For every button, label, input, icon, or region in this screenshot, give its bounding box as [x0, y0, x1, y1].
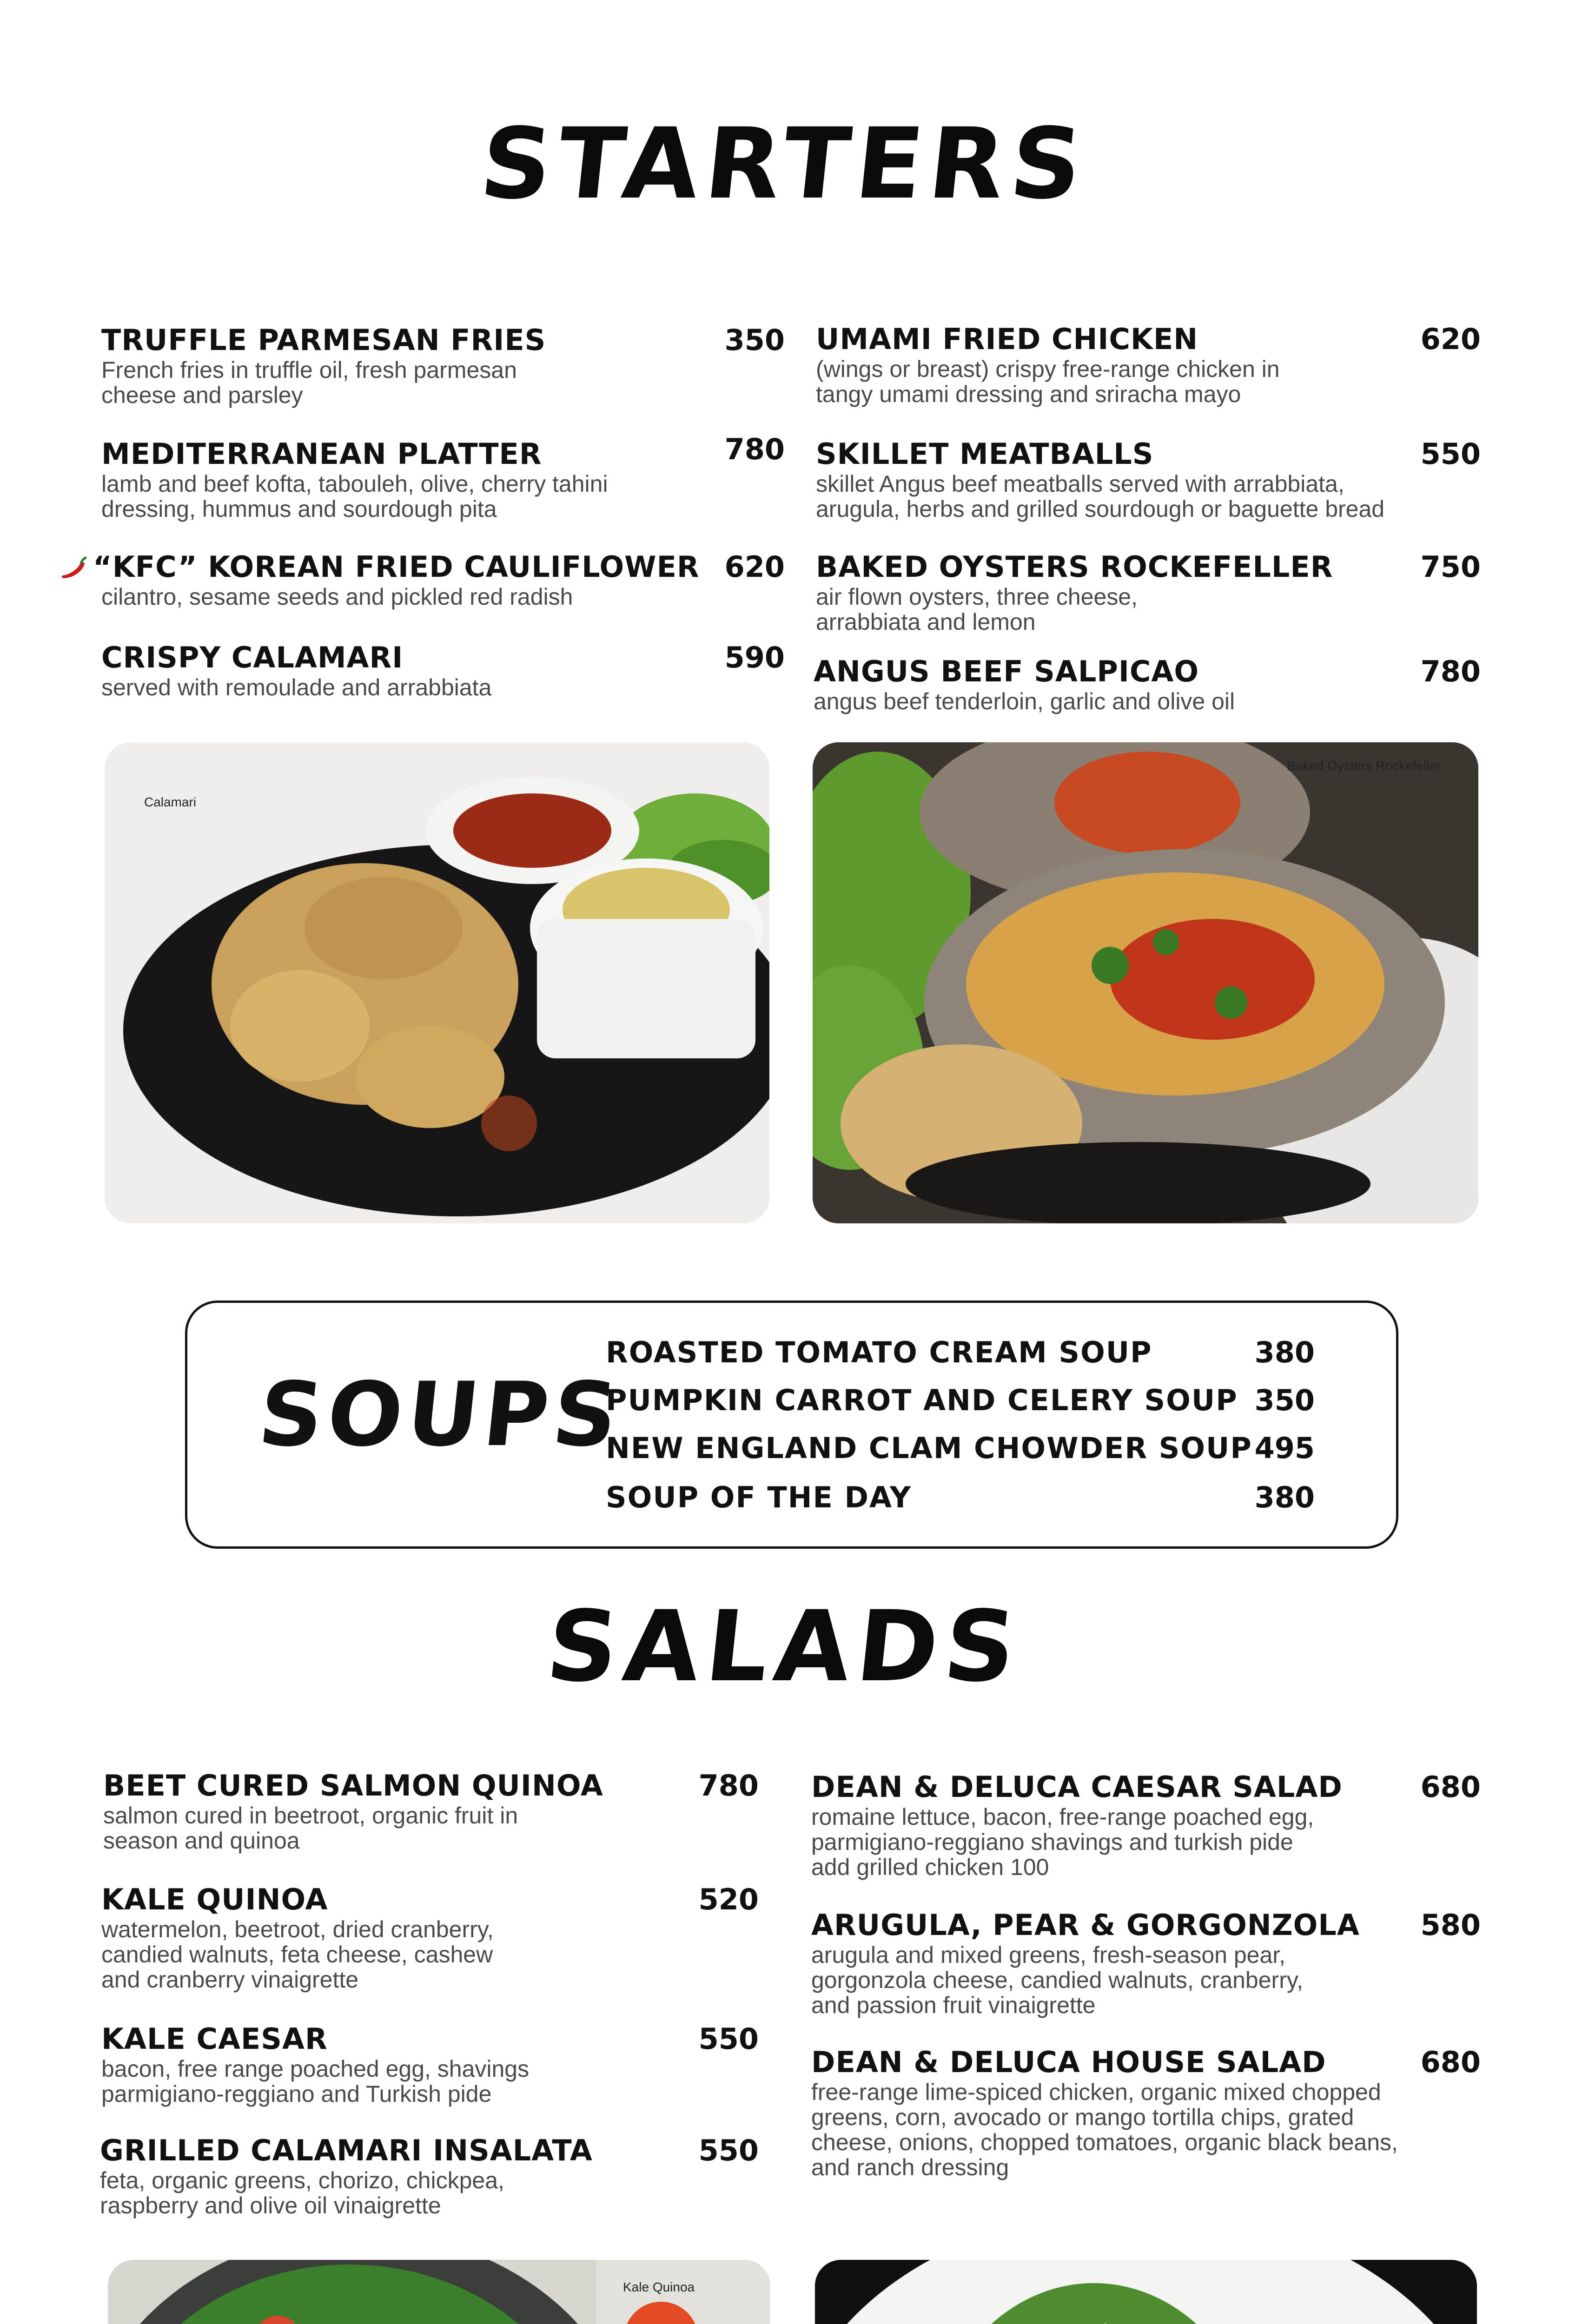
soup-item	[187, 1480, 1396, 1518]
photo-caption: Kale Quinoa	[623, 2280, 695, 2294]
calamari-photo	[105, 742, 769, 1223]
menu-item	[100, 2133, 759, 2218]
calamari-illustration	[105, 742, 769, 1223]
item-name: MEDITERRANEAN PLATTER	[101, 437, 542, 471]
item-description: watermelon, beetroot, dried cranberry, candied walnuts, feta cheese, cashew and cranberry vinaigrette	[101, 1916, 494, 1993]
house-salad-illustration	[815, 2260, 1477, 2324]
salads-heading: SALADS	[541, 1590, 1028, 1703]
item-price: 680	[1420, 2045, 1481, 2079]
item-name: KALE CAESAR	[101, 2022, 328, 2056]
item-name: BEET CURED SALMON QUINOA	[103, 1769, 603, 1802]
item-name: TRUFFLE PARMESAN FRIES	[101, 323, 546, 357]
menu-item	[816, 550, 1481, 634]
item-name: DEAN & DELUCA HOUSE SALAD	[811, 2045, 1326, 2079]
menu-item	[816, 322, 1481, 407]
menu-item	[101, 432, 785, 522]
soup-item	[187, 1431, 1396, 1468]
item-description: feta, organic greens, chorizo, chickpea, raspberry and olive oil vinaigrette	[100, 2167, 504, 2218]
item-price: 550	[698, 2133, 759, 2167]
soup-name: NEW ENGLAND CLAM CHOWDER SOUP	[606, 1431, 1252, 1465]
house-salad-photo	[815, 2260, 1477, 2324]
item-price: 520	[698, 1882, 759, 1916]
soup-price: 380	[1254, 1335, 1315, 1369]
menu-item	[816, 437, 1481, 522]
item-description: arugula and mixed greens, fresh-season pear, gorgonzola cheese, candied walnuts, cranberry, and passion fruit vinaigrette	[811, 1942, 1304, 2018]
item-description: served with remoulade and arrabbiata	[101, 674, 492, 700]
oysters-photo	[813, 742, 1478, 1223]
item-description: free-range lime-spiced chicken, organic mixed chopped greens, corn, avocado or mango tortilla chips, grated cheese, onions, chopped tomatoes, organic black beans, and ranch dressing	[811, 2079, 1398, 2180]
photo-caption: Calamari	[144, 795, 197, 809]
item-price: 590	[724, 640, 785, 674]
chili-pepper-icon	[60, 554, 87, 582]
menu-item	[811, 2045, 1481, 2180]
item-price: 350	[724, 323, 785, 357]
item-price: 680	[1420, 1770, 1481, 1804]
menu-item	[811, 1908, 1481, 2018]
item-description: (wings or breast) crispy free-range chicken in tangy umami dressing and sriracha mayo	[816, 356, 1280, 407]
menu-item	[101, 640, 785, 700]
oysters-illustration	[813, 742, 1478, 1223]
menu-item	[101, 323, 785, 408]
item-price: 780	[698, 1769, 759, 1802]
item-price: 620	[724, 550, 785, 584]
menu-item	[101, 1882, 759, 1992]
item-name: SKILLET MEATBALLS	[816, 437, 1154, 471]
item-description: romaine lettuce, bacon, free-range poached egg, parmigiano-reggiano shavings and turkish pide add grilled chicken 100	[811, 1804, 1314, 1880]
item-price: 550	[698, 2022, 759, 2056]
item-price: 580	[1420, 1908, 1481, 1942]
item-description: angus beef tenderloin, garlic and olive oil	[814, 688, 1235, 714]
soups-heading: SOUPS	[254, 1363, 627, 1466]
item-name: KALE QUINOA	[101, 1882, 328, 1916]
item-description: salmon cured in beetroot, organic fruit in season and quinoa	[103, 1802, 518, 1854]
item-description: air flown oysters, three cheese, arrabbiata and lemon	[816, 584, 1138, 635]
item-price: 780	[724, 432, 785, 466]
soup-name: PUMPKIN CARROT AND CELERY SOUP	[606, 1383, 1238, 1417]
item-name: BAKED OYSTERS ROCKEFELLER	[816, 550, 1333, 584]
soup-name: SOUP OF THE DAY	[606, 1480, 912, 1514]
item-description: bacon, free range poached egg, shavings parmigiano-reggiano and Turkish pide	[101, 2056, 530, 2107]
item-price: 750	[1420, 550, 1481, 584]
menu-item	[814, 654, 1481, 714]
item-description: French fries in truffle oil, fresh parmesan cheese and parsley	[101, 357, 517, 408]
item-name: GRILLED CALAMARI INSALATA	[100, 2133, 593, 2167]
item-name: “KFC” KOREAN FRIED CAULIFLOWER	[93, 550, 700, 584]
soup-price: 495	[1254, 1431, 1315, 1465]
menu-item	[103, 1769, 759, 1853]
item-description: cilantro, sesame seeds and pickled red radish	[101, 584, 573, 610]
item-name: UMAMI FRIED CHICKEN	[816, 322, 1198, 356]
soup-item	[187, 1335, 1396, 1373]
menu-item	[811, 1770, 1481, 1880]
starters-heading: STARTERS	[475, 107, 1094, 221]
photo-caption: Baked Oysters Rockefeller	[1287, 759, 1441, 773]
item-name: CRISPY CALAMARI	[101, 640, 404, 674]
item-price: 550	[1420, 437, 1481, 471]
menu-item	[93, 550, 785, 610]
item-description: skillet Angus beef meatballs served with arrabbiata, arugula, herbs and grilled sourdough or baguette bread	[816, 471, 1385, 522]
item-price: 780	[1420, 654, 1481, 688]
item-name: ANGUS BEEF SALPICAO	[814, 654, 1199, 688]
item-description: lamb and beef kofta, tabouleh, olive, cherry tahini dressing, hummus and sourdough pita	[101, 471, 608, 522]
soup-item	[187, 1383, 1396, 1420]
item-name: ARUGULA, PEAR & GORGONZOLA	[811, 1908, 1360, 1942]
menu-item	[101, 2022, 759, 2106]
soup-name: ROASTED TOMATO CREAM SOUP	[606, 1335, 1152, 1369]
soup-price: 350	[1254, 1383, 1315, 1417]
item-name: DEAN & DELUCA CAESAR SALAD	[811, 1770, 1343, 1804]
item-price: 620	[1420, 322, 1481, 356]
soups-box	[185, 1301, 1398, 1549]
soup-price: 380	[1254, 1480, 1315, 1514]
